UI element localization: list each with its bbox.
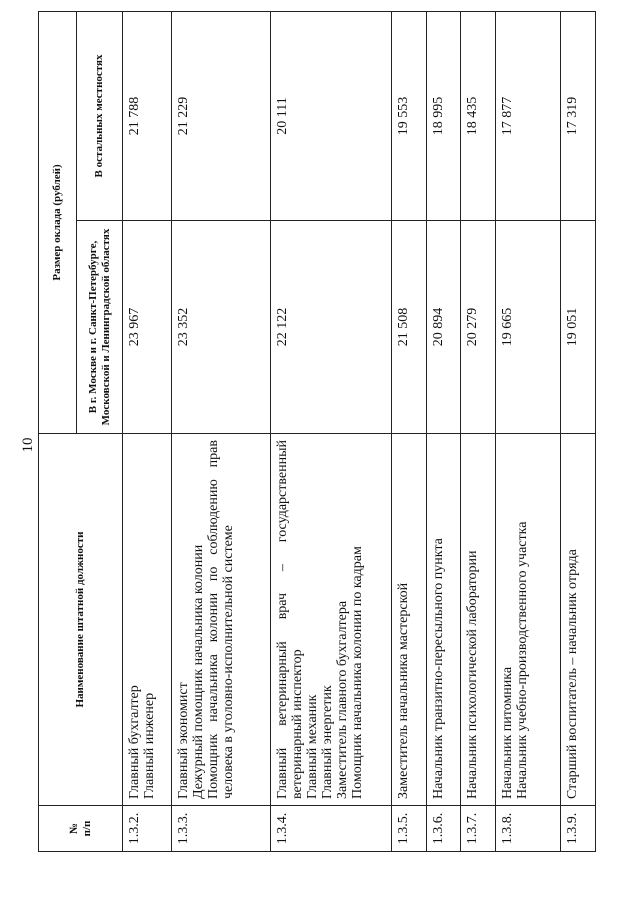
position-title: Помощник начальника колонии по соблюдению прав человека в уголовно-исполнительной системе [205,440,236,799]
position-title: Главный энергетик [320,685,336,799]
header-position: Наименование штатной должности [39,434,123,806]
salary-other: 18 435 [461,11,496,220]
row-number: 1.3.7. [461,806,496,852]
position-cell [426,434,461,806]
salary-moscow: 20 894 [426,221,461,434]
salary-moscow: 19 665 [496,221,561,434]
position-title: Начальник питомника [500,666,516,799]
salary-moscow: 19 051 [561,221,596,434]
header-salary-group: Размер оклада (рублей) [39,11,77,433]
table-row [561,11,596,851]
salary-moscow: 20 279 [461,221,496,434]
position-title: Начальник психологической лаборатории [465,550,481,799]
position-title: Заместитель начальника мастерской [395,582,411,799]
header-col-other: В остальных местностях [77,11,123,220]
table-row [171,11,271,851]
table-row [391,11,426,851]
salary-other: 20 111 [271,11,392,220]
table-row [426,11,461,851]
salary-other: 21 229 [171,11,271,220]
position-cell [461,434,496,806]
row-number: 1.3.3. [171,806,271,852]
row-number: 1.3.4. [271,806,392,852]
salary-moscow: 23 352 [171,221,271,434]
salary-other: 17 319 [561,11,596,220]
position-cell [496,434,561,806]
salary-other: 21 788 [123,11,172,220]
salary-table [38,11,596,852]
position-title: Главный механик [305,694,321,799]
header-num: № п/п [39,806,123,852]
table-row [123,11,172,851]
row-number: 1.3.9. [561,806,596,852]
position-title: Старший воспитатель – начальник отряда [565,549,581,799]
salary-other: 17 877 [496,11,561,220]
position-cell [561,434,596,806]
position-cell [123,434,172,806]
salary-moscow: 22 122 [271,221,392,434]
position-cell [171,434,271,806]
salary-moscow: 23 967 [123,221,172,434]
row-number: 1.3.8. [496,806,561,852]
position-cell [271,434,392,806]
position-title: Помощник начальника колонии по кадрам [350,546,366,799]
page-number: 10 [20,437,36,453]
table-row [461,11,496,851]
table-row [271,11,392,851]
position-title: Главный экономист [175,682,191,799]
salary-other: 18 995 [426,11,461,220]
position-title: Начальник транзитно-пересыльного пункта [430,538,446,799]
position-title: Заместитель главного бухгалтера [335,600,351,799]
row-number: 1.3.6. [426,806,461,852]
header-col-moscow: В г. Москве и г. Санкт-Петербурге, Московской и Ленинградской областях [77,221,123,434]
position-title: Начальник учебно-производственного участка [515,521,531,799]
position-title: Главный бухгалтер [127,685,142,799]
salary-moscow: 21 508 [391,221,426,434]
salary-other: 19 553 [391,11,426,220]
table-row [496,11,561,851]
position-cell [391,434,426,806]
row-number: 1.3.5. [391,806,426,852]
row-number: 1.3.2. [123,806,172,852]
position-title: Главный инженер [142,692,157,799]
position-title: Главный ветеринарный врач – государственный ветеринарный инспектор [275,440,306,799]
position-title: Дежурный помощник начальника колонии [190,544,206,799]
